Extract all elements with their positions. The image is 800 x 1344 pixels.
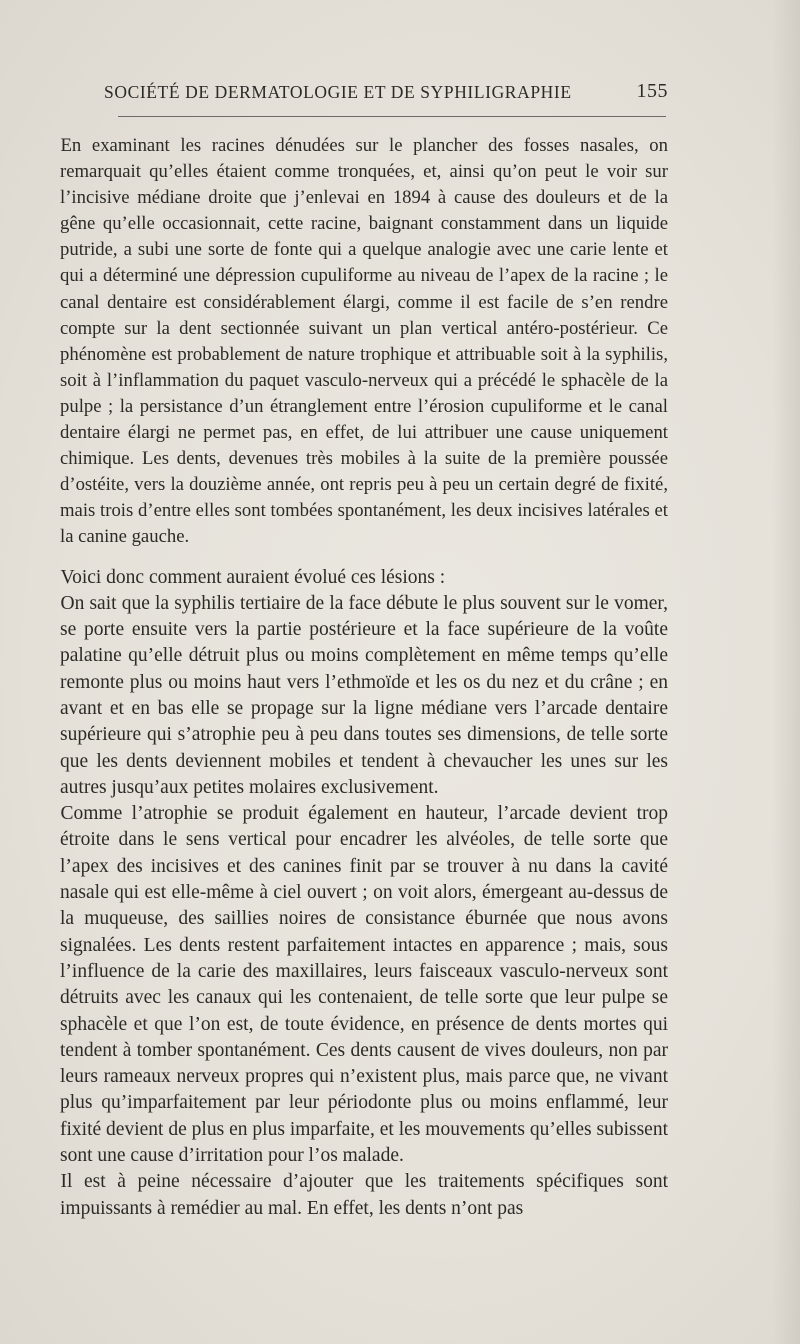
running-title: SOCIÉTÉ DE DERMATOLOGIE ET DE SYPHILIGRAPHIE <box>104 82 572 102</box>
running-header <box>104 80 668 108</box>
scan-edge-shadow <box>772 0 800 1344</box>
header-rule <box>118 116 666 117</box>
page-number: 155 <box>636 80 668 102</box>
paragraph-1: En examinant les racines dénudées sur le plancher des fosses nasales, on remarquait qu’elles étaient comme tronquées, et, ainsi qu’on peut le voir sur l’incisive médiane droite que j’enlevai en 1894 à cause des douleurs et de la gêne qu’elle occasionnait, cette racine, baignant constamment dans un liquide putride, a subi une sorte de fonte qui a quelque analogie avec une carie lente et qui a déterminé une dépression cupuliforme au niveau de l’apex de la racine ; le canal dentaire est considérablement élargi, comme il est facile de s’en rendre compte sur la dent sectionnée suivant un plan vertical antéro-postérieur. Ce phénomène est probablement de nature trophique et attribuable soit à la syphilis, soit à l’inflammation du paquet vasculo-nerveux qui a précédé le sphacèle de la pulpe ; la persistance d’un étranglement entre l’érosion cupuliforme et le canal dentaire élargi ne permet pas, en effet, de lui attribuer une cause uniquement chimique. Les dents, devenues très mobiles à la suite de la première poussée d’ostéite, vers la douzième année, ont repris peu à peu un certain degré de fixité, mais trois d’entre elles sont tombées spontanément, les deux incisives latérales et la canine gauche. <box>60 135 668 548</box>
paragraph-5: Il est à peine nécessaire d’ajouter que les traitements spécifiques sont impuissants à remédier au mal. En effet, les dents n’ont pas <box>60 1171 668 1219</box>
paragraph-2: Voici donc comment auraient évolué ces lésions : <box>60 566 446 588</box>
paragraph-3: On sait que la syphilis tertiaire de la face débute le plus souvent sur le vomer, se porte ensuite vers la partie postérieure et la face supérieure de la voûte palatine qu’elle détruit plus ou moins complètement en même temps qu’elle remonte plus ou moins haut vers l’ethmoïde et les os du nez et du crâne ; en avant et en bas elle se propage sur la ligne médiane vers l’arcade dentaire supérieure qui s’atrophie peu à peu dans toutes ses dimensions, de telle sorte que les dents deviennent mobiles et tendent à chevaucher les unes sur les autres jusqu’aux petites molaires exclusivement. <box>60 592 668 798</box>
body-text <box>60 133 668 1222</box>
paragraph-4: Comme l’atrophie se produit également en hauteur, l’arcade devient trop étroite dans le sens vertical pour encadrer les alvéoles, de telle sorte que l’apex des incisives et des canines finit par se trouver à nu dans la cavité nasale qui est elle-même à ciel ouvert ; on voit alors, émergeant au-dessus de la muqueuse, des saillies noires de consistance éburnée que nous avons signalées. Les dents restent parfaitement intactes en apparence ; mais, sous l’influence de la carie des maxillaires, leurs faisceaux vasculo-nerveux sont détruits avec les canaux qui les contenaient, de telle sorte que leur pulpe se sphacèle et que l’on est, de toute évidence, en présence de dents mortes qui tendent à tomber spontanément. Ces dents causent de vives douleurs, non par leurs rameaux nerveux propres qui n’existent plus, mais parce que, ne vivant plus qu’imparfaitement par leur périodonte plus ou moins enflammé, leur fixité devient de plus en plus imparfaite, et les mouvements qu’elles subissent sont une cause d’irritation pour l’os malade. <box>60 803 668 1167</box>
